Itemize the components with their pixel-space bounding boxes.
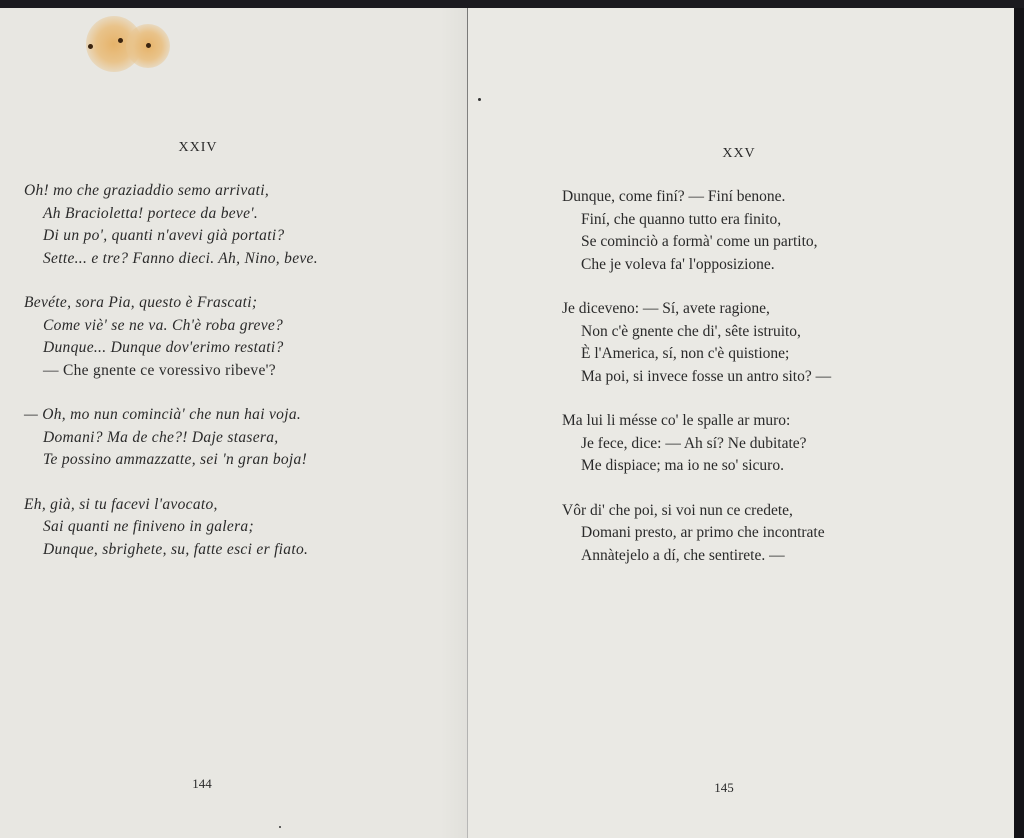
verse-line: Ma poi, si invece fosse un antro sito? — [581, 367, 832, 385]
verse-line: Finí, che quanno tutto era finito, [581, 210, 782, 228]
verse-line: Domani? Ma de che?! Daje stasera, [43, 428, 279, 446]
verse-line: Sai quanti ne finiveno in galera; [43, 518, 254, 535]
gutter-shadow [440, 8, 468, 838]
page-number: 145 [714, 780, 734, 795]
verse-line: Dunque, sbrighete, su, fatte esci er fiato. [43, 540, 309, 558]
page-number: 144 [192, 776, 212, 791]
right-page [468, 8, 1014, 838]
poem-body [562, 186, 831, 589]
verse-line: Dunque, come finí? — Finí benone. [562, 188, 786, 205]
verse-line: Non c'è gnente che di', sête istruito, [581, 322, 801, 340]
verse-line: È l'America, sí, non c'è quistione; [581, 345, 790, 362]
verse-line: Dunque... Dunque dov'erimo restati? [43, 339, 284, 356]
stanza [562, 298, 831, 388]
verse-line: Je fece, dice: — Ah sí? Ne dubitate? [581, 434, 807, 452]
verse-line: — Oh, mo nun comincià' che nun hai voja. [24, 406, 302, 423]
verse-line: Bevéte, sora Pia, questo è Frascati; [24, 294, 258, 311]
stain-dot [88, 44, 93, 49]
verse-line: Me dispiace; ma io ne so' sicuro. [581, 457, 784, 474]
speck [478, 98, 481, 101]
verse-line: Oh! mo che graziaddio semo arrivati, [24, 182, 270, 199]
book-spread [0, 8, 1014, 838]
scan-edge [1014, 8, 1024, 838]
verse-line: Sette... e tre? Fanno dieci. Ah, Nino, beve. [43, 249, 318, 267]
stanza [24, 292, 318, 382]
speck [279, 826, 281, 828]
stanza [562, 410, 831, 478]
verse-line: Vôr di' che poi, si voi nun ce credete, [562, 501, 793, 519]
verse-line: Come viè' se ne va. Ch'è roba greve? [43, 316, 284, 334]
stanza [24, 494, 318, 562]
verse-line: Ah Bracioletta! portece da beve'. [43, 204, 259, 222]
stain-dot [146, 43, 151, 48]
verse-line: Annàtejelo a dí, che sentirete. — [581, 546, 785, 564]
stain-dot [118, 38, 123, 43]
verse-line: Ma lui li mésse co' le spalle ar muro: [562, 412, 791, 429]
stanza [562, 186, 831, 276]
left-page [0, 8, 468, 838]
verse-line: Te possino ammazzatte, sei 'n gran boja! [43, 451, 308, 468]
stanza [24, 404, 318, 472]
verse-line: Je diceveno: — Sí, avete ragione, [562, 300, 770, 317]
verse-line: Che je voleva fa' l'opposizione. [581, 255, 775, 273]
poem-heading: XXIV [178, 140, 218, 155]
stanza [24, 180, 318, 270]
verse-line: Eh, già, si tu facevi l'avocato, [24, 495, 218, 513]
verse-line: Se cominciò a formà' come un partito, [581, 233, 818, 250]
verse-line: Domani presto, ar primo che incontrate [581, 524, 825, 541]
stanza [562, 500, 831, 568]
verse-line: — Che gnente ce voressivo ribeve'? [43, 361, 276, 379]
verse-line: Di un po', quanti n'avevi già portati? [43, 227, 285, 244]
poem-body [24, 180, 318, 583]
poem-heading: XXV [722, 146, 756, 161]
